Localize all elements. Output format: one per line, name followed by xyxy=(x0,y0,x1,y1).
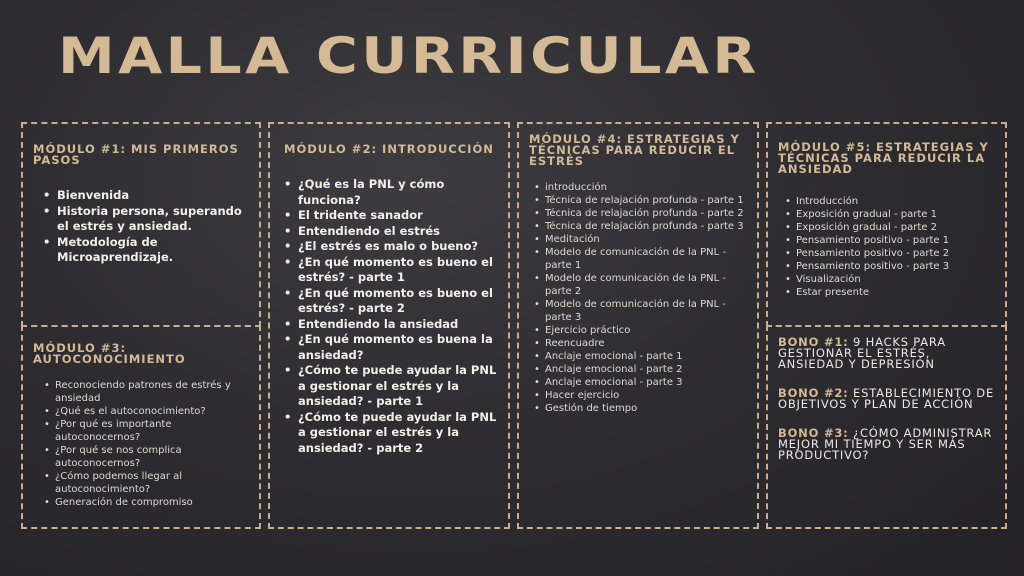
module-3-title: MÓDULO #3: AUTOCONOCIMIENTO xyxy=(33,341,186,366)
module-3-item: • ¿Cómo podemos llegar al autoconocimiento? xyxy=(43,470,249,496)
module-2-item: • ¿En qué momento es buena la ansiedad? xyxy=(284,332,498,363)
bonus-2-text: ESTABLECIMIENTO DE OBJETIVOS Y PLAN DE ACCIÓN xyxy=(778,386,995,411)
module-4-card xyxy=(517,122,759,529)
module-2-item: • ¿Cómo te puede ayudar la PNL a gestionar el estrés y la ansiedad? - parte 1 xyxy=(284,363,498,410)
module-5-item: • Exposición gradual - parte 2 xyxy=(784,221,995,234)
module-4-item: • Técnica de relajación profunda - parte 2 xyxy=(533,207,747,220)
module-5-item: • Estar presente xyxy=(784,286,995,299)
module-4-item: • Anclaje emocional - parte 1 xyxy=(533,350,747,363)
module-1-item: • Bienvenida xyxy=(43,188,249,204)
module-5-list xyxy=(778,195,995,299)
module-3-item: • Reconociendo patrones de estrés y ansiedad xyxy=(43,379,249,405)
module-3-list xyxy=(33,379,249,509)
module-2-title: MÓDULO #2: INTRODUCCIÓN xyxy=(284,142,494,156)
module-4-item: • Gestión de tiempo xyxy=(533,402,747,415)
module-5-item: • Visualización xyxy=(784,273,995,286)
module-5-item: • Pensamiento positivo - parte 3 xyxy=(784,260,995,273)
module-4-item: • introducción xyxy=(533,181,747,194)
module-1-card xyxy=(21,122,261,327)
module-5-item: • Exposición gradual - parte 1 xyxy=(784,208,995,221)
module-2-item: • Entendiendo el estrés xyxy=(284,224,498,240)
bonus-2 xyxy=(778,388,995,410)
module-1-item: • Metodología de Microaprendizaje. xyxy=(43,235,249,266)
module-3-item: • ¿Qué es el autoconocimiento? xyxy=(43,405,249,418)
module-2-item: • ¿En qué momento es bueno el estrés? - parte 2 xyxy=(284,286,498,317)
bonus-card xyxy=(766,325,1007,529)
module-2-item: • ¿Qué es la PNL y cómo funciona? xyxy=(284,177,498,208)
module-3-item: • Generación de compromiso xyxy=(43,496,249,509)
module-4-item: • Técnica de relajación profunda - parte 3 xyxy=(533,220,747,233)
module-2-item: • ¿El estrés es malo o bueno? xyxy=(284,239,498,255)
module-2-card xyxy=(268,122,510,529)
module-1-list xyxy=(33,188,249,266)
module-4-item: • Anclaje emocional - parte 2 xyxy=(533,363,747,376)
module-2-list xyxy=(284,177,498,456)
module-5-item: • Introducción xyxy=(784,195,995,208)
module-4-title: MÓDULO #4: ESTRATEGIAS Y TÉCNICAS PARA REDUCIR EL ESTRÉS xyxy=(529,132,740,168)
module-5-card xyxy=(766,122,1007,327)
module-4-item: • Modelo de comunicación de la PNL - parte 3 xyxy=(533,298,747,324)
bonus-1 xyxy=(778,337,995,370)
module-4-item: • Técnica de relajación profunda - parte 1 xyxy=(533,194,747,207)
module-4-item: • Hacer ejercicio xyxy=(533,389,747,402)
module-4-item: • Meditación xyxy=(533,233,747,246)
module-4-item: • Modelo de comunicación de la PNL - parte 1 xyxy=(533,246,747,272)
bonus-3-text: ¿CÓMO ADMINISTRAR MEJOR MI TIEMPO Y SER MÁS PRODUCTIVO? xyxy=(778,426,993,462)
module-1-title: MÓDULO #1: MIS PRIMEROS PASOS xyxy=(33,142,239,167)
module-3-item: • ¿Por qué es importante autoconocernos? xyxy=(43,418,249,444)
module-2-item: • El tridente sanador xyxy=(284,208,498,224)
bonus-3 xyxy=(778,428,995,461)
module-2-item: • ¿En qué momento es bueno el estrés? - parte 1 xyxy=(284,255,498,286)
module-3-card xyxy=(21,325,261,529)
module-5-item: • Pensamiento positivo - parte 2 xyxy=(784,247,995,260)
module-1-item: • Historia persona, superando el estrés y ansiedad. xyxy=(43,204,249,235)
module-4-item: • Modelo de comunicación de la PNL - parte 2 xyxy=(533,272,747,298)
module-4-item: • Ejercicio práctico xyxy=(533,324,747,337)
bonus-1-label: BONO #1: xyxy=(778,335,849,349)
module-2-item: • ¿Cómo te puede ayudar la PNL a gestionar el estrés y la ansiedad? - parte 2 xyxy=(284,410,498,457)
module-3-item: • ¿Por qué se nos complica autoconocernos? xyxy=(43,444,249,470)
module-2-item: • Entendiendo la ansiedad xyxy=(284,317,498,333)
module-4-item: • Anclaje emocional - parte 3 xyxy=(533,376,747,389)
bonus-1-text: 9 HACKS PARA GESTIONAR EL ESTRÉS, ANSIEDAD Y DEPRESIÓN xyxy=(778,335,946,371)
module-4-list xyxy=(529,181,747,415)
page-title: MALLA CURRICULAR xyxy=(58,27,760,85)
module-5-item: • Pensamiento positivo - parte 1 xyxy=(784,234,995,247)
module-4-item: • Reencuadre xyxy=(533,337,747,350)
bonus-2-label: BONO #2: xyxy=(778,386,849,400)
module-5-title: MÓDULO #5: ESTRATEGIAS Y TÉCNICAS PARA REDUCIR LA ANSIEDAD xyxy=(778,140,989,176)
bonus-3-label: BONO #3: xyxy=(778,426,849,440)
